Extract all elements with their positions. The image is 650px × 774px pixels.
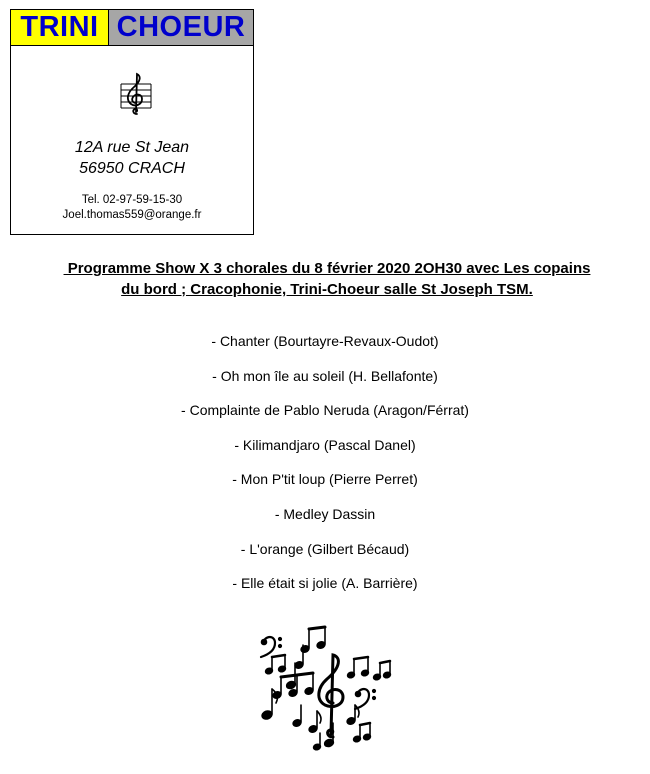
brand-choeur: CHOEUR [109, 10, 253, 45]
letterhead-box [10, 9, 254, 235]
treble-clef-staff-icon [119, 70, 153, 116]
song-item: - Elle était si jolie (A. Barrière) [232, 575, 418, 592]
song-item: - Complainte de Pablo Neruda (Aragon/Férrat) [181, 402, 469, 419]
song-item: - Mon P'tit loup (Pierre Perret) [232, 471, 418, 488]
song-list [0, 331, 650, 608]
brand-trini: TRINI [11, 10, 109, 45]
song-item: - Kilimandjaro (Pascal Danel) [234, 436, 416, 453]
song-item: - Oh mon île au soleil (H. Bellafonte) [212, 367, 438, 384]
song-item: - Chanter (Bourtayre-Revaux-Oudot) [211, 333, 439, 349]
song-item: - L'orange (Gilbert Bécaud) [240, 540, 410, 557]
program-heading [14, 258, 640, 300]
address-city: 56950 CRACH [79, 160, 185, 177]
program-heading-line1: Programme Show X 3 chorales du 8 février 2020 2OH30 avec Les copains [63, 260, 591, 277]
program-heading-line2: du bord ; Cracophonie, Trini-Choeur salle St Joseph TSM. [121, 281, 533, 298]
music-notes-illustration [255, 625, 395, 753]
email-address: Joel.thomas559@orange.fr [62, 209, 202, 221]
address-street: 12A rue St Jean [74, 139, 190, 156]
song-item: - Medley Dassin [274, 505, 376, 522]
phone-number: Tel. 02-97-59-15-30 [81, 194, 183, 206]
brand-banner [11, 10, 253, 46]
